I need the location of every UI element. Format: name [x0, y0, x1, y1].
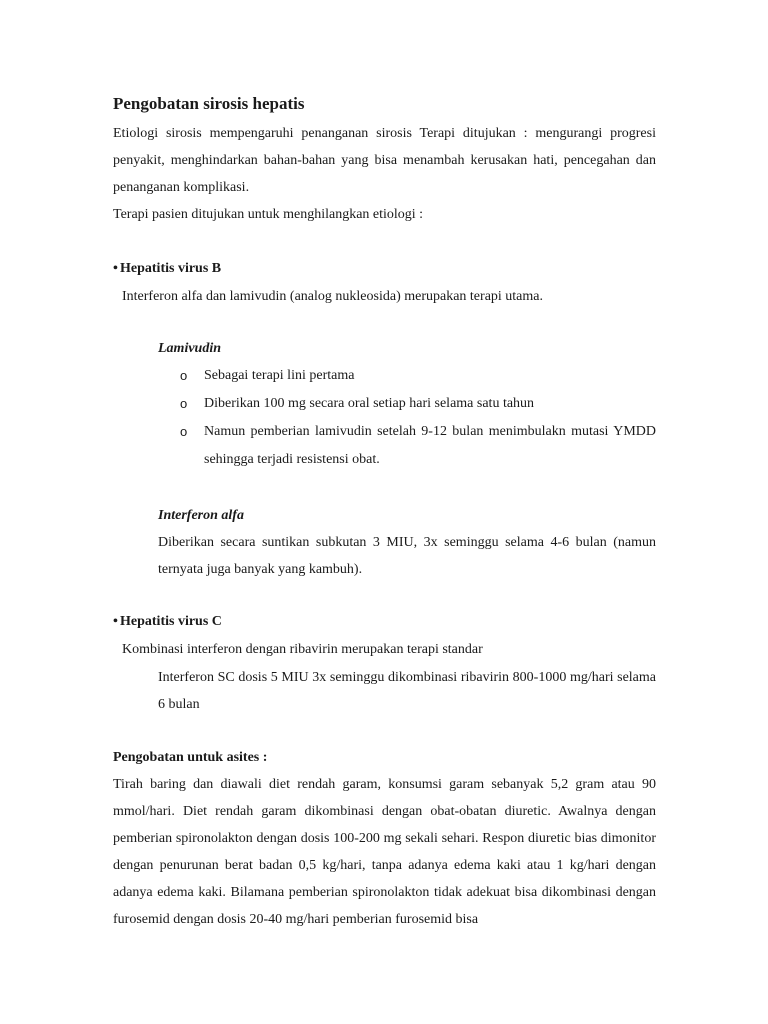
circle-bullet-icon: o: [180, 368, 188, 383]
lamivudin-heading: Lamivudin: [158, 341, 222, 356]
hepatitis-c-detail: Interferon SC dosis 5 MIU 3x seminggu dikombinasi ribavirin 800-1000 mg/hari selama 6 bulan: [158, 670, 656, 712]
intro-paragraph-2: Terapi pasien ditujukan untuk menghilangkan etiologi :: [113, 207, 424, 222]
bullet-icon: •: [113, 261, 118, 276]
list-item-text: Sebagai terapi lini pertama: [204, 368, 355, 383]
bullet-icon: •: [113, 614, 118, 629]
lamivudin-list: [180, 362, 656, 474]
list-item-text: Namun pemberian lamivudin setelah 9-12 bulan menimbulakn mutasi YMDD sehingga terjadi resistensi obat.: [204, 424, 656, 467]
list-item: [180, 390, 656, 418]
list-item: [180, 418, 656, 474]
circle-bullet-icon: o: [180, 424, 188, 439]
circle-bullet-icon: o: [180, 396, 188, 411]
hepatitis-b-heading: [113, 255, 656, 282]
list-item-text: Diberikan 100 mg secara oral setiap hari selama satu tahun: [204, 396, 535, 411]
interferon-alfa-heading: Interferon alfa: [158, 508, 244, 523]
hepatitis-c-heading: [113, 608, 656, 635]
interferon-alfa-text: Diberikan secara suntikan subkutan 3 MIU, 3x seminggu selama 4-6 bulan (namun ternyata juga banyak yang kambuh).: [158, 535, 656, 577]
list-item: [180, 362, 656, 390]
asites-paragraph: Tirah baring dan diawali diet rendah garam, konsumsi garam sebanyak 5,2 gram atau 90 mmol/hari. Diet rendah garam dikombinasi dengan obat-obatan diuretic. Awalnya dengan pemberian spironolakton dengan dosis 100-200 mg sekali sehari. Respon diuretic bias dimonitor dengan penurunan berat badan 0,5 kg/hari, tanpa adanya edema kaki atau 1 kg/hari dengan adanya edema kaki. Bilamana pemberian spironolakton tidak adekuat bisa dikombinasi dengan furosemid dengan dosis 20-40 mg/hari pemberian furosemid bisa: [113, 777, 656, 927]
hepatitis-b-summary: Interferon alfa dan lamivudin (analog nukleosida) merupakan terapi utama.: [122, 289, 543, 304]
hepatitis-c-heading-text: Hepatitis virus C: [120, 614, 222, 629]
document-title: Pengobatan sirosis hepatis: [113, 94, 305, 113]
asites-heading: Pengobatan untuk asites :: [113, 750, 268, 765]
intro-paragraph: Etiologi sirosis mempengaruhi penanganan sirosis Terapi ditujukan : mengurangi progresi penyakit, menghindarkan bahan-bahan yang bisa menambah kerusakan hati, pencegahan dan penanganan komplikasi.: [113, 126, 656, 195]
hepatitis-c-summary: Kombinasi interferon dengan ribavirin merupakan terapi standar: [122, 642, 483, 657]
hepatitis-b-heading-text: Hepatitis virus B: [120, 261, 222, 276]
